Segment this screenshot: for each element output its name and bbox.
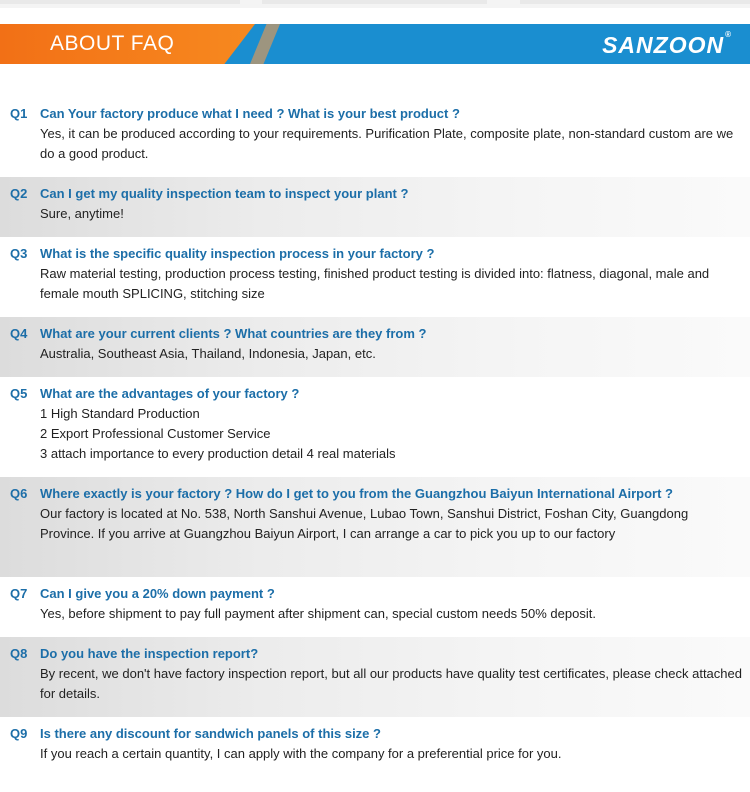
top-strip-segment [262,0,487,4]
answer-line: Our factory is located at No. 538, North Sanshui Avenue, Lubao Town, Sanshui District, Foshan City, Guangdong Province. If you arrive at Guangzhou Baiyun Airport, I can arrange a car to pick you up to our factory [40,506,689,541]
answer-line: If you reach a certain quantity, I can apply with the company for a preferential price for you. [40,746,562,761]
faq-answer [40,204,742,224]
faq-answer [40,744,742,764]
page-title: ABOUT FAQ [50,32,175,55]
faq-question [0,644,750,664]
faq-question [0,184,750,204]
faq-question [0,324,750,344]
faq-question [0,384,750,404]
faq-question [0,724,750,744]
question-text: Can I get my quality inspection team to inspect your plant ? [40,186,409,201]
answer-line: 2 Export Professional Customer Service [40,426,271,441]
question-text: Do you have the inspection report? [40,646,259,661]
answer-line: Raw material testing, production process testing, finished product testing is divided into: flatness, diagonal, male and female mouth SPLICING, stitching size [40,266,710,301]
faq-answer [40,344,742,364]
faq-answer [40,664,742,704]
question-text: Can I give you a 20% down payment ? [40,586,275,601]
faq-question [0,584,750,604]
answer-line: By recent, we don't have factory inspection report, but all our products have quality test certificates, please check attached for details. [40,666,742,701]
faq-answer [40,124,742,164]
faq-question [0,244,750,264]
question-text: Where exactly is your factory ? How do I get to you from the Guangzhou Baiyun International Airport ? [40,486,673,501]
question-number: Q4 [10,326,28,341]
registered-mark: ® [725,30,732,39]
faq-answer [40,504,742,544]
header-banner [0,24,750,64]
faq-item [0,477,750,577]
question-number: Q1 [10,106,28,121]
question-number: Q5 [10,386,28,401]
question-text: Can Your factory produce what I need ? What is your best product ? [40,106,460,121]
faq-list [0,97,750,777]
answer-line: 1 High Standard Production [40,406,200,421]
question-number: Q7 [10,586,28,601]
faq-item [0,237,750,317]
answer-line: Yes, it can be produced according to your requirements. Purification Plate, composite plate, non-standard custom are we do a good product. [40,126,734,161]
top-strip-segment [520,0,750,4]
question-text: What are the advantages of your factory ? [40,386,300,401]
question-number: Q3 [10,246,28,261]
answer-line: Sure, anytime! [40,206,124,221]
question-text: What are your current clients ? What countries are they from ? [40,326,427,341]
faq-question [0,484,750,504]
answer-line: 3 attach importance to every production detail 4 real materials [40,446,396,461]
question-text: What is the specific quality inspection process in your factory ? [40,246,435,261]
question-number: Q6 [10,486,28,501]
answer-line: Yes, before shipment to pay full payment after shipment can, special custom needs 50% deposit. [40,606,596,621]
faq-item [0,637,750,717]
faq-item [0,717,750,777]
question-number: Q9 [10,726,28,741]
faq-answer [40,404,742,464]
brand-logo [602,24,732,64]
faq-item [0,97,750,177]
top-strip [0,0,750,8]
brand-logo-text: SANZOON [602,32,725,58]
answer-line: Australia, Southeast Asia, Thailand, Indonesia, Japan, etc. [40,346,376,361]
faq-question [0,104,750,124]
faq-item [0,577,750,637]
banner-orange-stripe [250,24,280,64]
faq-answer [40,604,742,624]
faq-item [0,317,750,377]
question-text: Is there any discount for sandwich panels of this size ? [40,726,381,741]
top-strip-segment [0,0,240,4]
faq-item [0,377,750,477]
faq-item [0,177,750,237]
faq-answer [40,264,742,304]
question-number: Q8 [10,646,28,661]
question-number: Q2 [10,186,28,201]
